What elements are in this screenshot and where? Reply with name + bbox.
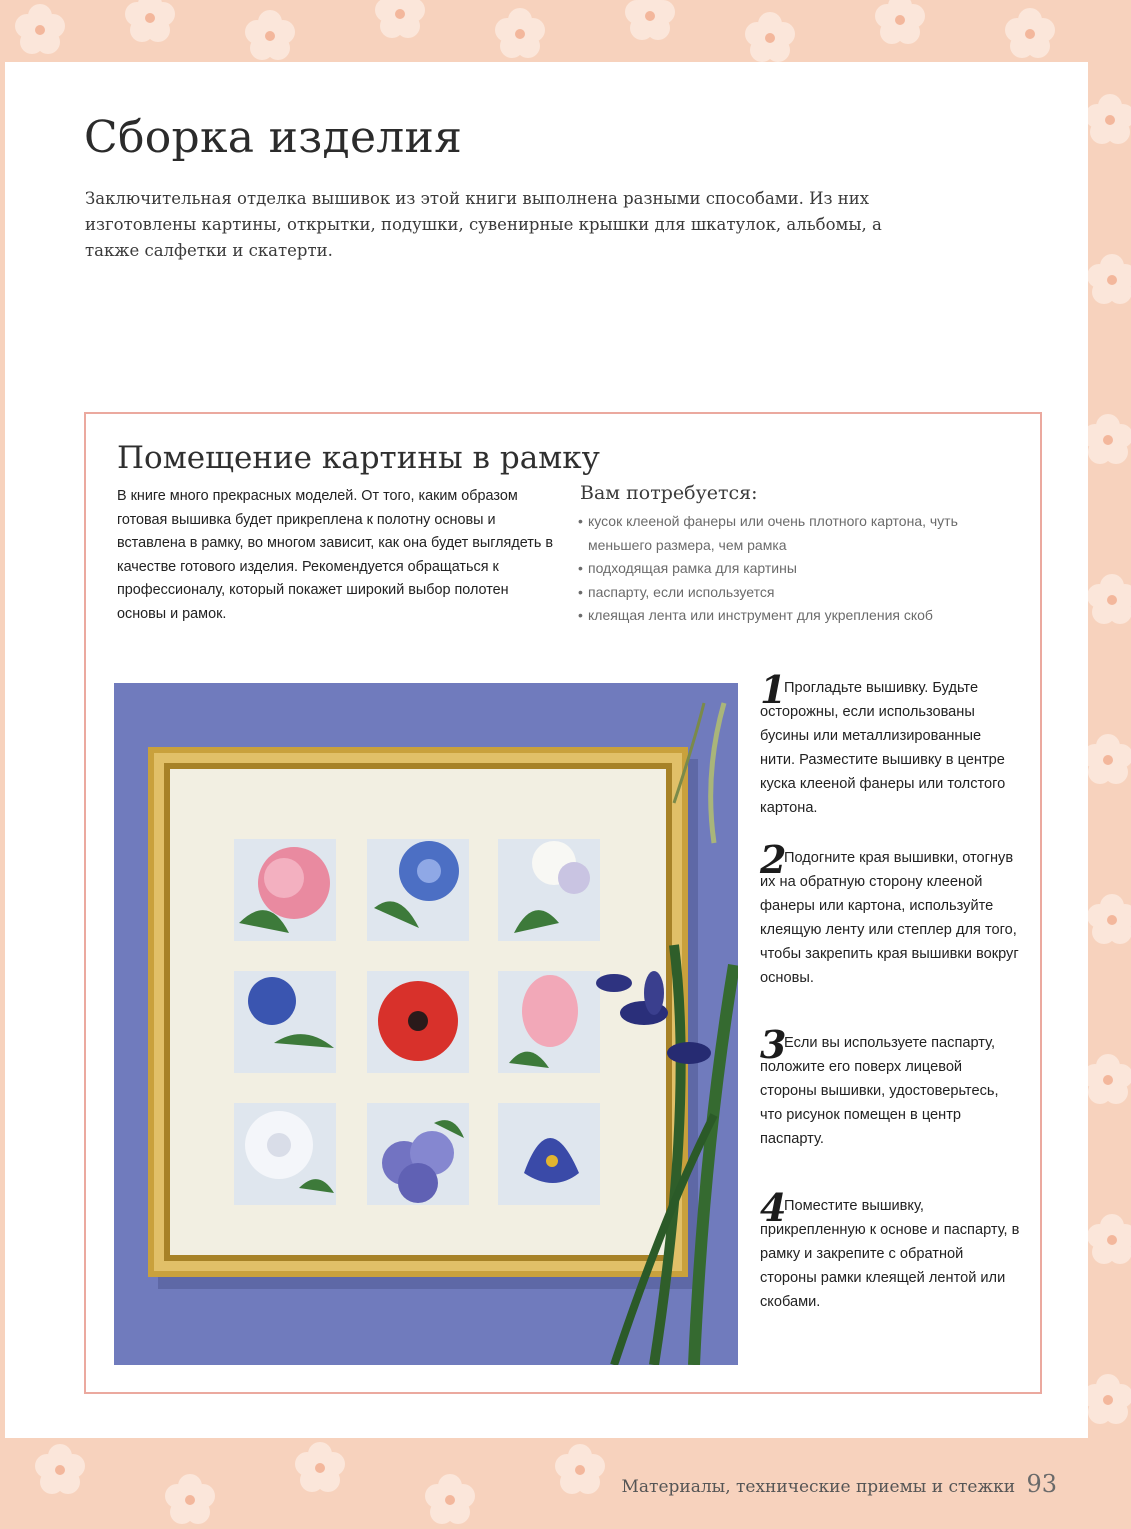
- flower-panel: [234, 1103, 336, 1205]
- step-text: Прогладьте вышивку. Будьте осторожны, если использованы бусины или металлизированные нити. Разместите вышивку в центре куска клееной фанеры или толстого картона.: [760, 680, 1006, 816]
- intro-paragraph: Заключительная отделка вышивок из этой книги выполнена разными способами. Из них изготовлены картины, открытки, подушки, сувенирные крышки для шкатулок, альбомы, а также салфетки и скатерти.: [85, 189, 882, 260]
- page-number: 93: [1026, 1470, 1057, 1498]
- flower-panel: [234, 971, 336, 1073]
- step-item: [760, 1022, 1020, 1194]
- step-text: Подогните края вышивки, отогнув их на обратную сторону клееной фанеры или картона, используйте клеящую ленту или степлер для того, чтобы закрепить края вышивки вокруг основы.: [760, 850, 1019, 986]
- step-text: Поместите вышивку, прикрепленную к основе и паспарту, в рамку и закрепите с обратной стороны рамки клеящей лентой или скобами.: [760, 1198, 1020, 1310]
- page-title: Сборка изделия: [84, 112, 463, 163]
- footer-section-title: Материалы, технические приемы и стежки: [621, 1477, 1016, 1497]
- materials-title: Вам потребуется:: [580, 482, 758, 504]
- step-item: [760, 667, 1020, 846]
- flower-panel: [498, 971, 600, 1073]
- materials-list: [578, 510, 998, 628]
- materials-item: • паспарту, если используется: [578, 581, 998, 605]
- flower-panel: [498, 839, 600, 941]
- step-item: [760, 837, 1020, 1031]
- framed-embroidery-photo: [114, 683, 738, 1365]
- flower-panel: [234, 839, 336, 941]
- step-number: 3: [760, 1022, 787, 1067]
- step-number: 4: [760, 1185, 787, 1230]
- section-title: Помещение картины в рамку: [117, 440, 600, 476]
- step-item: [760, 1185, 1020, 1314]
- materials-item: • подходящая рамка для картины: [578, 557, 998, 581]
- steps-list: [760, 667, 1020, 1314]
- flower-panel: [367, 1103, 469, 1205]
- page-footer: [622, 1470, 1057, 1498]
- flower-panel: [498, 1103, 600, 1205]
- section-body: В книге много прекрасных моделей. От того, каким образом готовая вышивка будет прикреплена к полотну основы и вставлена в рамку, во многом зависит, как она будет выглядеть в качестве готового изделия. Рекомендуется обращаться к профессионалу, который покажет широкий выбор полотен основы и рамок.: [117, 488, 553, 622]
- materials-item: • клеящая лента или инструмент для укрепления скоб: [578, 604, 998, 628]
- step-number: 2: [760, 837, 787, 882]
- flower-panel: [367, 839, 469, 941]
- step-number: 1: [760, 667, 787, 712]
- step-text: Если вы используете паспарту, положите его поверх лицевой стороны вышивки, удостоверьтесь, что рисунок помещен в центр паспарту.: [760, 1035, 999, 1147]
- flower-panel: [367, 971, 469, 1073]
- materials-item: • кусок клееной фанеры или очень плотного картона, чуть меньшего размера, чем рамка: [578, 510, 998, 557]
